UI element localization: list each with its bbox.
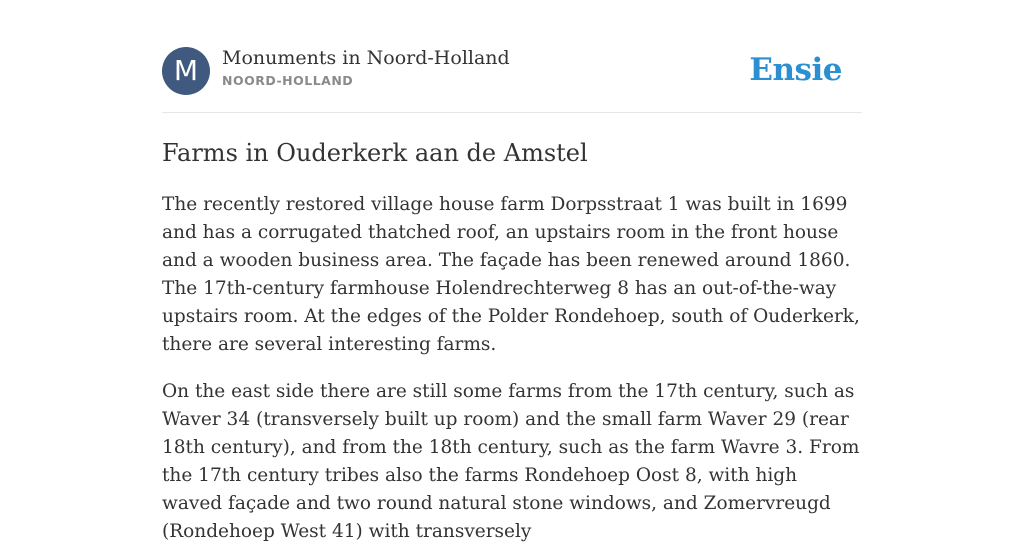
page <box>162 0 862 546</box>
brand-logo[interactable]: Ensie <box>749 52 842 88</box>
article-title: Farms in Ouderkerk aan de Amstel <box>162 139 588 167</box>
site-title[interactable]: Monuments in Noord-Holland <box>222 47 510 69</box>
avatar[interactable]: M <box>162 47 210 95</box>
header <box>162 0 862 113</box>
article-paragraph-1: The recently restored village house farm Dorpsstraat 1 was built in 1699 and has a corrugated thatched roof, an upstairs room in the front house and a wooden business area. The façade has been renewed around 1860. The 17th-century farmhouse Holendrechterweg 8 has an out-of-the-way upstairs room. At the edges of the Polder Rondehoep, south of Ouderkerk, there are several interesting farms. <box>162 194 860 355</box>
title-block <box>222 45 510 90</box>
site-subtitle[interactable]: NOORD-HOLLAND <box>222 73 354 88</box>
article-paragraph-2: On the east side there are still some farms from the 17th century, such as Waver 34 (transversely built up room) and the small farm Waver 29 (rear 18th century), and from the 18th century, such as the farm Wavre 3. From the 17th century tribes also the farms Rondehoep Oost 8, with high waved façade and two round natural stone windows, and Zomervreugd (Rondehoep West 41) with transversely <box>162 381 860 542</box>
